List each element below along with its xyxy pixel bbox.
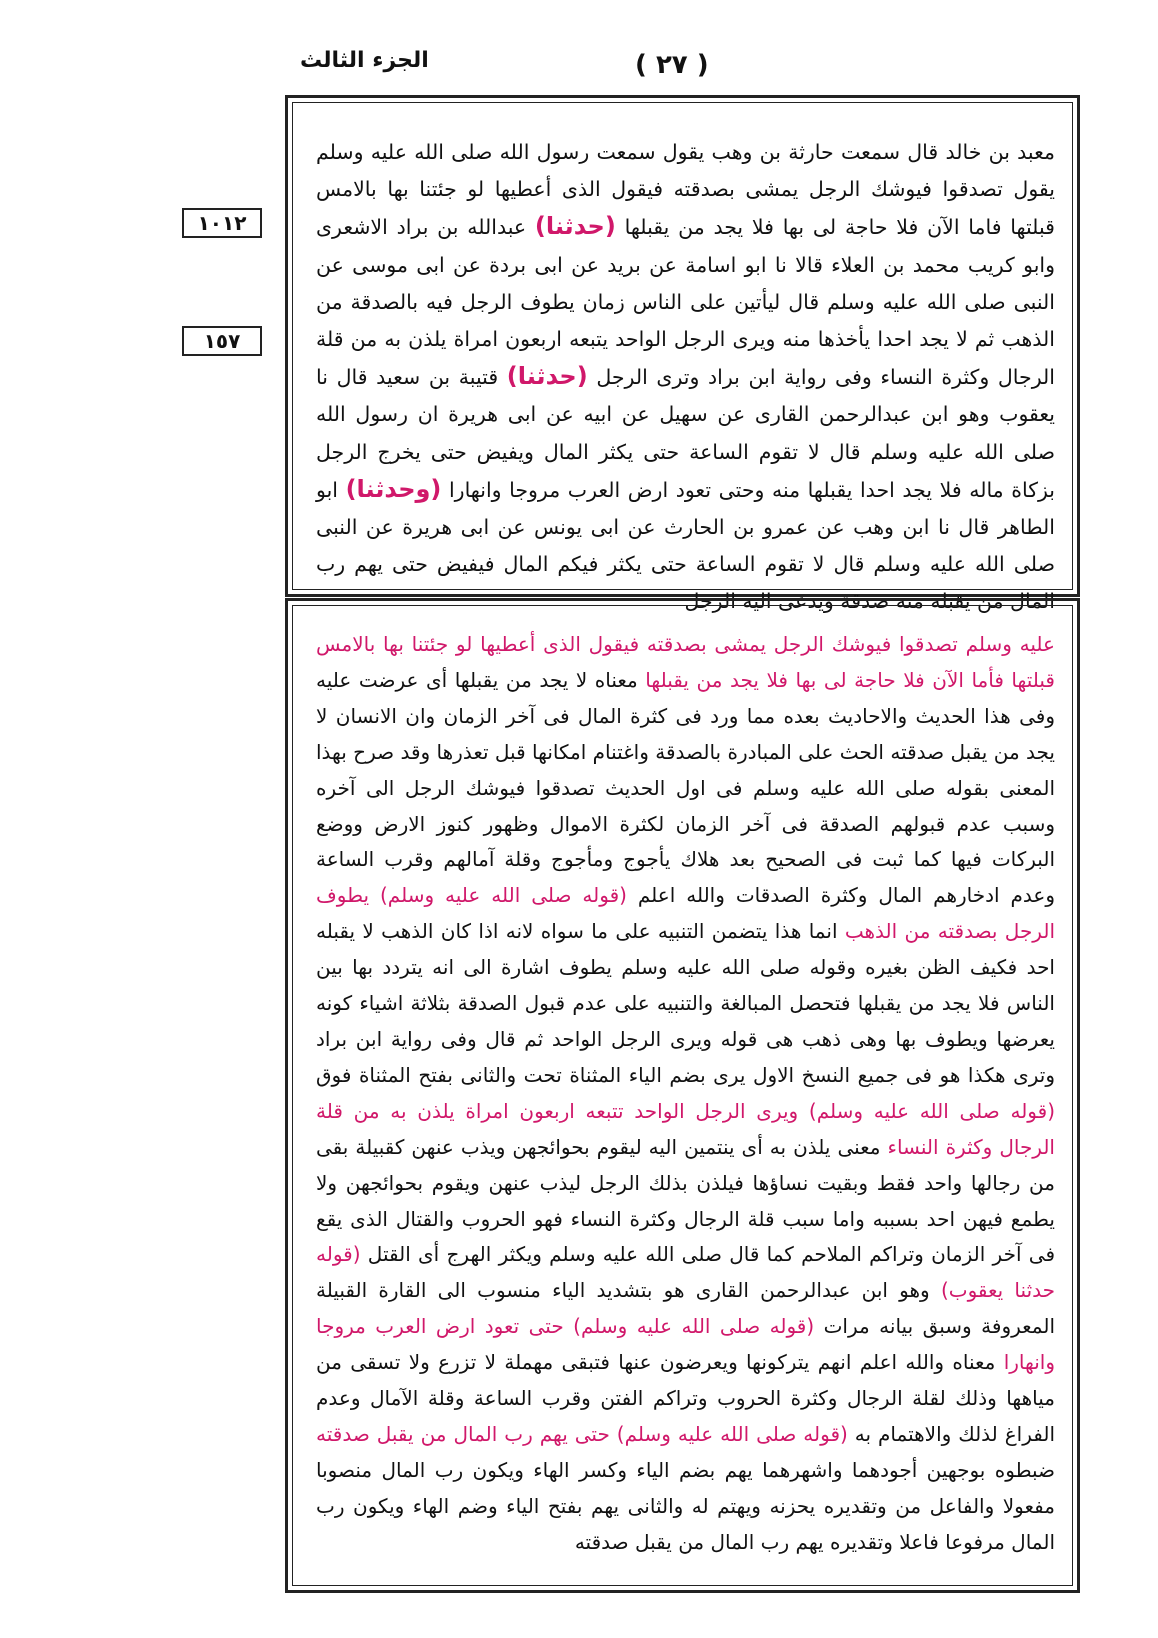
hadith-number-margin: ١٠١٢ (182, 208, 262, 238)
commentary-paragraph: وهو ابن عبدالرحمن القارى هو بتشديد الياء منسوب الى القارة القبيلة المعروفة وسبق بيانه مرات (316, 1278, 1055, 1339)
hadith-paragraph: معبد بن خالد قال سمعت حارثة بن وهب يقول سمعت رسول الله صلى الله عليه وسلم يقول تصدقوا فيوشك الرجل يمشى بصدقته فيقول الذى أعطيها لو جئتنا بها بالامس قبلتها فاما الآن فلا حاجة لى بها فلا يجد من يقبلها (316, 140, 1055, 240)
page-number: ( ٢٧ ) (635, 50, 709, 80)
hadith-text (316, 134, 1055, 621)
commentary-paragraph: معناه لا يجد من يقبلها أى عرضت عليه وفى هذا الحديث والاحاديث بعده مما ورد فى كثرة المال فى آخر الزمان وان الانسان لا يجد من يقبل صدقته الحث على المبادرة بالصدقة واغتنام امكانها قبل تعذرها وقد صرح بهذا المعنى بقوله صلى الله عليه وسلم فى اول الحديث تصدقوا فيوشك الرجل الى آخره وسبب عدم قبولهم الصدقة فى آخر الزمان لكثرة الاموال وظهور كنوز الارض ووضع البركات فيها كما ثبت فى الصحيح بعد هلاك يأجوج ومأجوج وقلة آمالهم وقرب الساعة وعدم ادخارهم المال وكثرة الصدقات والله اعلم (315, 667, 1055, 908)
commentary-quote: (قوله حدثنا يعقوب) (316, 1242, 1055, 1303)
hadith-text-frame (285, 95, 1080, 614)
hadith-number-margin-secondary: ١٥٧ (182, 326, 262, 356)
commentary-paragraph: معنى يلذن به أى ينتمين اليه ليقوم بحوائجهن ويذب عنهن كقبيلة بقى من رجالها واحد فقط وبقيت نساؤها فيلذن بذلك الرجل ليذب عنهن ويقوم بحوائجهن ولا يطمع فيهن احد بسببه واما سبب قلة الرجال وكثرة النساء فهو الحروب والقتال الذى يقع فى آخر الزمان وتراكم الملاحم كما قال صلى الله عليه وسلم ويكثر الهرج أى القتل (316, 1134, 1056, 1267)
commentary-quote: (قوله صلى الله عليه وسلم) حتى يهم رب المال من يقبل صدقته (316, 1421, 848, 1446)
hadith-paragraph: عبدالله بن براد الاشعرى وابو كريب محمد بن العلاء قالا نا ابو اسامة عن بريد عن ابى بردة عن ابى موسى عن النبى صلى الله عليه وسلم قال ليأتين على الناس زمان يطوف الرجل فيه بالصدقة من الذهب ثم لا يجد احدا يأخذها منه ويرى الرجل الواحد يتبعه اربعون امراة يلذن به من قلة الرجال وكثرة النساء وفى رواية ابن براد وترى الرجل (316, 215, 1055, 390)
commentary-text (316, 627, 1055, 1561)
commentary-quote: (قوله صلى الله عليه وسلم) يطوف الرجل بصدقته من الذهب (316, 883, 1055, 944)
commentary-paragraph: انما هذا يتضمن التنبيه على ما سواه لانه اذا كان الذهب لا يقبله احد فكيف الظن بغيره وقوله صلى الله عليه وسلم يطوف اشارة الى انه يتردد بها بين الناس فلا يجد من يقبلها فتحصل المبالغة والتنبيه على عدم قبول الصدقة بثلاثة اشياء كونه يعرضها ويطوف بها وهى ذهب هى قوله ويرى الرجل الواحد ثم قال وفى رواية ابن براد وترى هكذا هو فى جميع النسخ الاول يرى بضم الياء المثناة تحت والثانى بفتح المثناة فوق (316, 919, 1055, 1087)
commentary-quote: (قوله صلى الله عليه وسلم) ويرى الرجل الواحد تتبعه اربعون امراة يلذن به من قلة الرجال وكثرة النساء (316, 1098, 1055, 1159)
commentary-quote: عليه وسلم تصدقوا فيوشك الرجل يمشى بصدقته فيقول الذى أعطيها لو جئتنا بها بالامس قبلتها فأما الآن فلا حاجة لى بها فلا يجد من يقبلها (316, 632, 1055, 692)
commentary-quote: (قوله صلى الله عليه وسلم) حتى تعود ارض العرب مروجا وانهارا (316, 1314, 1055, 1375)
hadith-paragraph: قتيبة بن سعيد قال نا يعقوب وهو ابن عبدالرحمن القارى عن سهيل عن ابيه عن ابى هريرة ان رسول الله صلى الله عليه وسلم قال لا تقوم الساعة حتى يكثر المال ويفيض حتى يخرج الرجل بزكاة ماله فلا يجد احدا يقبلها منه وحتى تعود ارض العرب مروجا وانهارا (316, 365, 1055, 502)
hadith-chain-marker: (وحدثنا) (345, 474, 442, 503)
page-header (0, 48, 1158, 92)
commentary-paragraph: ضبطوه بوجهين أجودهما واشهرهما يهم بضم الياء وكسر الهاء ويكون رب المال منصوبا مفعولا والفاعل من وتقديره يحزنه ويهتم له والثانى يهم بفتح الياء وضم الهاء ويكون رب المال مرفوعا فاعلا وتقديره يهم رب المال من يقبل صدقته (316, 1457, 1055, 1554)
volume-title: الجزء الثالث (300, 48, 429, 73)
hadith-paragraph: ابو الطاهر قال نا ابن وهب عن عمرو بن الحارث عن ابى يونس عن ابى هريرة عن النبى صلى الله عليه وسلم قال لا تقوم الساعة حتى يكثر فيكم المال فيفيض حتى يهم رب المال من يقبله منه صدقة ويدعى اليه الرجل (316, 477, 1055, 614)
commentary-paragraph: معناه والله اعلم انهم يتركونها ويعرضون عنها فتبقى مهملة لا تزرع ولا تسقى من مياهها وذلك لقلة الرجال وكثرة الحروب وتراكم الفتن وقرب الساعة وقلة الآمال وعدم الفراغ لذلك والاهتمام به (316, 1350, 1056, 1446)
hadith-chain-marker: (حدثنا) (506, 362, 588, 391)
hadith-chain-marker: (حدثنا) (534, 212, 616, 241)
commentary-text-frame (285, 598, 1080, 1593)
